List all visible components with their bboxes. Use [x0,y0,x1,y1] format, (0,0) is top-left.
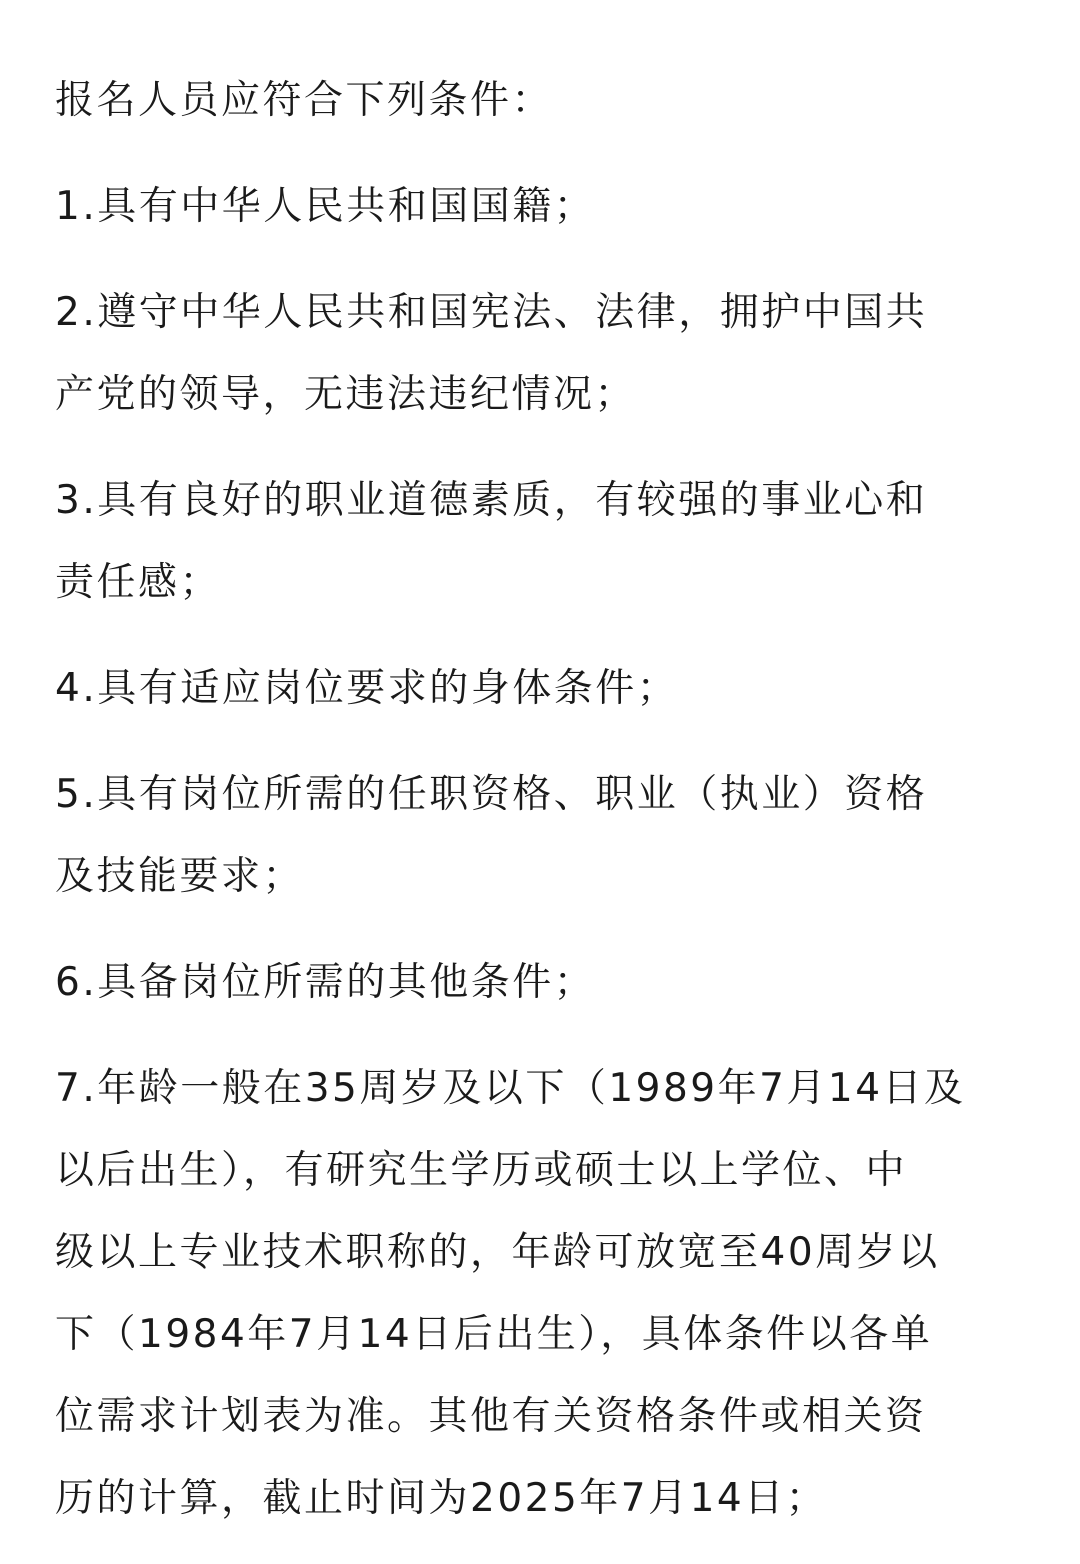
condition-item-6 [55,942,1035,1024]
condition-item-1-line-1: 1.具有中华人民共和国国籍； [55,184,596,229]
condition-item-5-line-2: 及技能要求； [55,854,305,899]
intro-text [55,60,1035,142]
condition-item-7-line-6: 历的计算，截止时间为2025年7月14日； [55,1476,828,1521]
condition-item-3-line-2: 责任感； [55,560,222,605]
condition-item-6-line-1: 6.具备岗位所需的其他条件； [55,960,596,1005]
condition-item-5 [55,754,1035,918]
condition-item-2-line-2: 产党的领导，无违法违纪情况； [55,372,637,417]
intro-line: 报名人员应符合下列条件： [55,78,554,123]
document-body [55,60,1035,1564]
condition-item-4 [55,648,1035,730]
condition-item-2 [55,272,1035,436]
condition-item-3-line-1: 3.具有良好的职业道德素质，有较强的事业心和 [55,478,928,523]
condition-item-5-line-1: 5.具有岗位所需的任职资格、职业（执业）资格 [55,772,928,817]
condition-item-7-line-2: 以后出生），有研究生学历或硕士以上学位、中 [55,1148,908,1193]
condition-item-2-line-1: 2.遵守中华人民共和国宪法、法律，拥护中国共 [55,290,928,335]
condition-item-1 [55,166,1035,248]
condition-item-3 [55,460,1035,624]
condition-item-4-line-1: 4.具有适应岗位要求的身体条件； [55,666,679,711]
condition-item-7-line-4: 下（1984年7月14日后出生），具体条件以各单 [55,1312,933,1357]
condition-item-7-line-1: 7.年龄一般在35周岁及以下（1989年7月14日及 [55,1066,966,1111]
condition-item-7 [55,1048,1035,1540]
condition-item-7-line-3: 级以上专业技术职称的，年龄可放宽至40周岁以 [55,1230,940,1275]
condition-item-7-line-5: 位需求计划表为准。其他有关资格条件或相关资 [55,1394,927,1439]
